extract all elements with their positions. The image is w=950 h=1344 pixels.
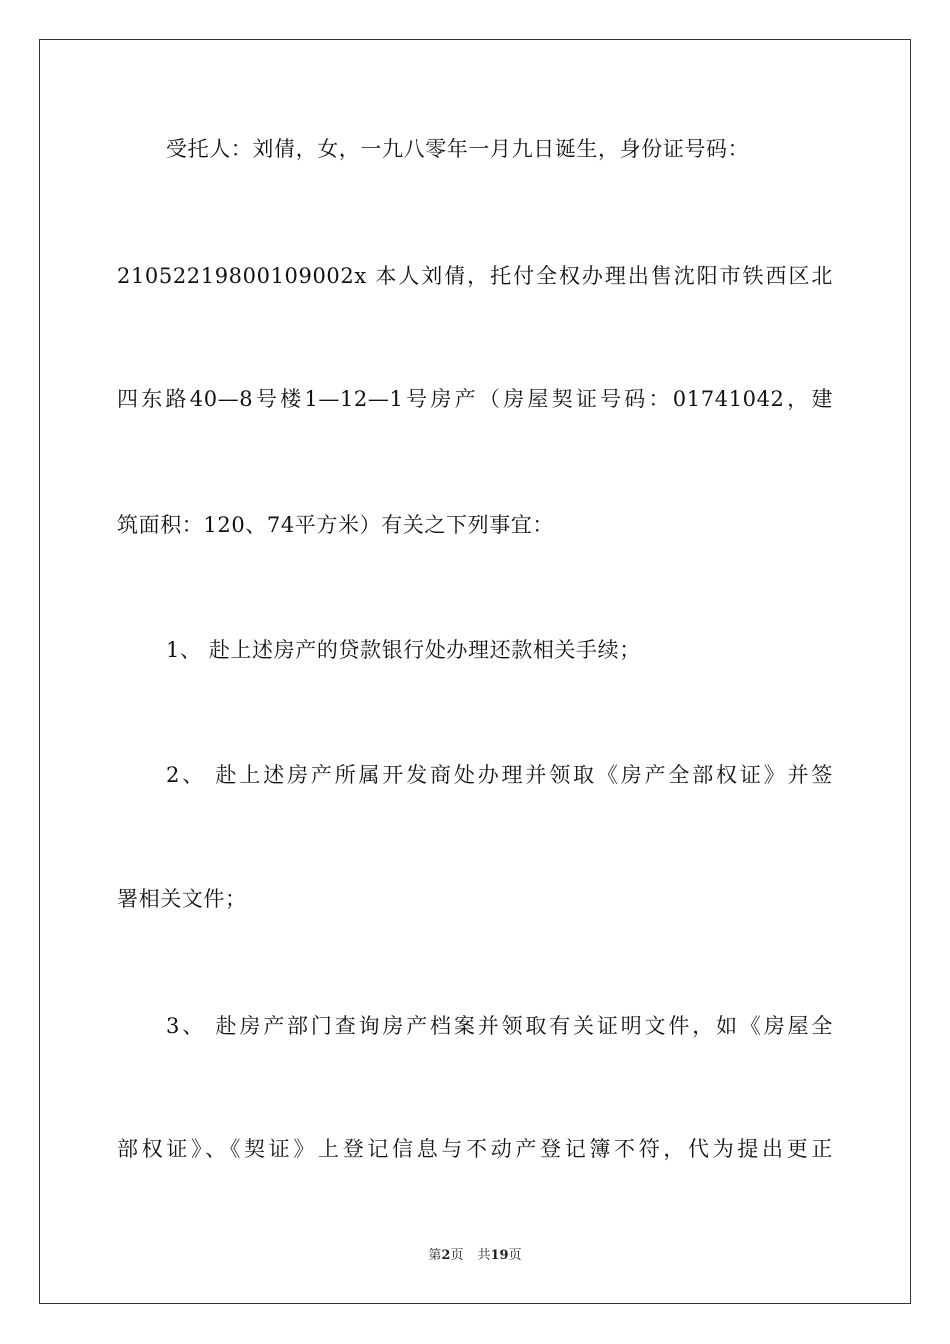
paragraph-line-2: 21052219800109002x 本人刘倩，托付全权办理出售沈阳市铁西区北 xyxy=(117,264,833,288)
paragraph-line-3: 四东路40—8号楼1—12—1号房产（房屋契证号码：01741042，建 xyxy=(117,387,833,411)
list-item-2-line-2: 署相关文件； xyxy=(117,887,247,911)
list-item-3-line-2: 部权证》、《契证》上登记信息与不动产登记簿不符，代为提出更正 xyxy=(117,1137,833,1161)
page-suffix: 页 xyxy=(450,1248,464,1263)
page-number: 2 xyxy=(441,1248,451,1263)
page-prefix: 第 xyxy=(428,1248,442,1263)
total-suffix: 页 xyxy=(508,1248,522,1263)
list-item-3-line-1: 3、 赴房产部门查询房产档案并领取有关证明文件，如《房屋全 xyxy=(166,1014,833,1038)
list-item-2-line-1: 2、 赴上述房产所属开发商处办理并领取《房产全部权证》并签 xyxy=(166,763,833,787)
list-item-1: 1、 赴上述房产的贷款银行处办理还款相关手续； xyxy=(166,638,641,662)
paragraph-line-4: 筑面积：120、74平方米）有关之下列事宜： xyxy=(117,513,555,537)
total-prefix: 共 xyxy=(477,1248,491,1263)
paragraph-line-1: 受托人：刘倩，女，一九八零年一月九日诞生，身份证号码： xyxy=(166,137,750,161)
page-frame xyxy=(39,39,911,1304)
total-pages: 19 xyxy=(490,1248,509,1263)
page-footer xyxy=(0,1247,950,1265)
